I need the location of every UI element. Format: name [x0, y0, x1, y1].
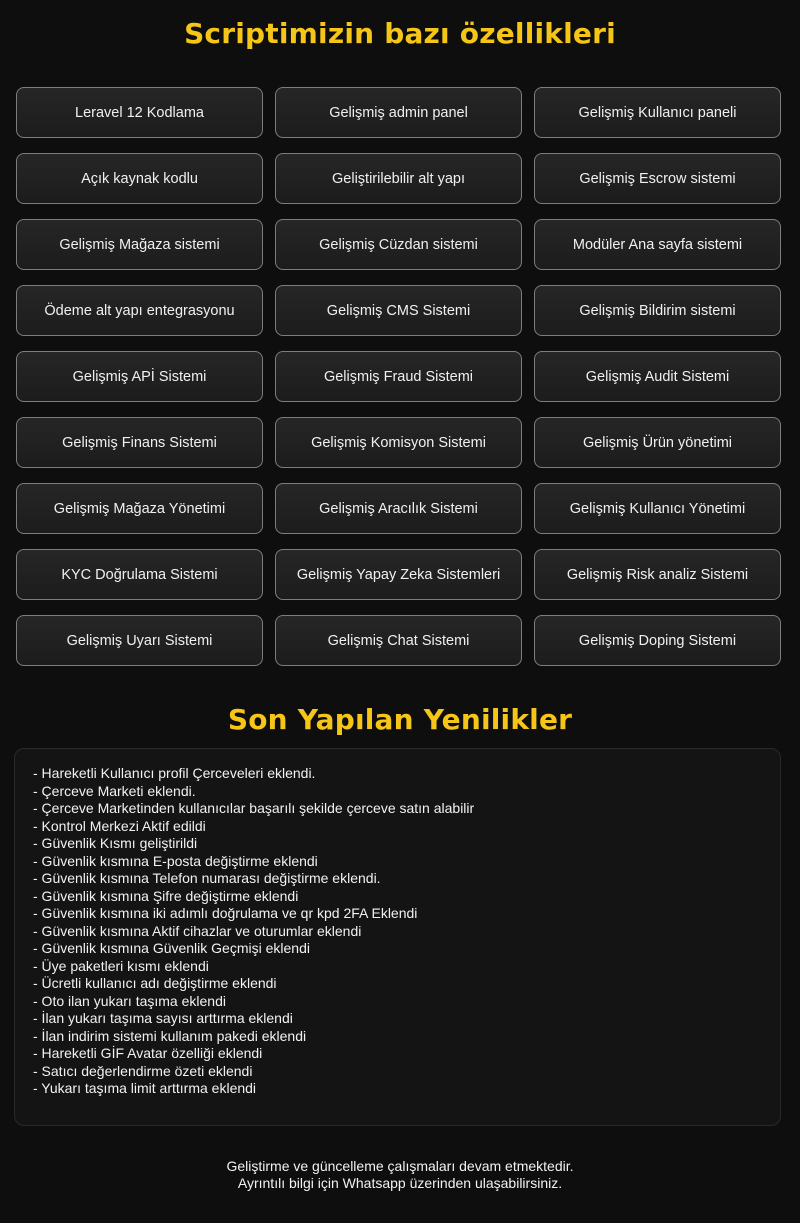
update-item: - Güvenlik kısmına Güvenlik Geçmişi eklendi — [33, 940, 310, 956]
feature-card: Leravel 12 Kodlama — [16, 87, 263, 138]
feature-card: Modüler Ana sayfa sistemi — [534, 219, 781, 270]
feature-card: Geliştirilebilir alt yapı — [275, 153, 522, 204]
update-item: - Güvenlik kısmına Aktif cihazlar ve oturumlar eklendi — [33, 922, 362, 939]
feature-card: Gelişmiş Cüzdan sistemi — [275, 219, 522, 270]
feature-card: Gelişmiş Aracılık Sistemi — [275, 483, 522, 534]
update-item: - İlan yukarı taşıma sayısı arttırma eklendi — [33, 1010, 293, 1026]
update-item: - Hareketli GİF Avatar özelliği eklendi — [33, 1045, 263, 1061]
update-item: - Satıcı değerlendirme özeti eklendi — [33, 1062, 253, 1079]
feature-card: Gelişmiş Yapay Zeka Sistemleri — [275, 549, 522, 600]
update-item: - Kontrol Merkezi Aktif edildi — [33, 817, 206, 834]
update-item: - Çerceve Marketinden kullanıcılar başarılı şekilde çerceve satın alabilir — [33, 800, 475, 816]
update-item: - Güvenlik kısmına Telefon numarası değiştirme eklendi. — [33, 870, 381, 886]
feature-card: Gelişmiş Audit Sistemi — [534, 351, 781, 402]
update-item: - İlan indirim sistemi kullanım pakedi eklendi — [33, 1027, 307, 1044]
feature-card: Gelişmiş APİ Sistemi — [16, 351, 263, 402]
updates-list — [33, 765, 762, 1098]
feature-card: Gelişmiş Mağaza Yönetimi — [16, 483, 263, 534]
feature-card: Açık kaynak kodlu — [16, 153, 263, 204]
feature-card: Gelişmiş Fraud Sistemi — [275, 351, 522, 402]
footer-line-2: Ayrıntılı bilgi için Whatsapp üzerinden ulaşabilirsiniz. — [237, 1175, 563, 1191]
feature-card: Gelişmiş Kullanıcı Yönetimi — [534, 483, 781, 534]
feature-card: Gelişmiş admin panel — [275, 87, 522, 138]
update-item: - Çerceve Marketi eklendi. — [33, 782, 196, 799]
footer-note — [0, 1158, 800, 1192]
feature-card: Gelişmiş Bildirim sistemi — [534, 285, 781, 336]
update-item: - Yukarı taşıma limit arttırma eklendi — [33, 1080, 257, 1096]
update-item: - Güvenlik kısmına E-posta değiştirme eklendi — [33, 852, 318, 869]
feature-card: Gelişmiş Kullanıcı paneli — [534, 87, 781, 138]
feature-card: KYC Doğrulama Sistemi — [16, 549, 263, 600]
update-item: - Ücretli kullanıcı adı değiştirme eklendi — [33, 975, 277, 991]
update-item: - Güvenlik kısmına iki adımlı doğrulama ve qr kpd 2FA Eklendi — [33, 905, 418, 921]
update-item: - Üye paketleri kısmı eklendi — [33, 957, 209, 974]
update-item: - Hareketli Kullanıcı profil Çerceveleri eklendi. — [33, 765, 316, 781]
feature-card: Gelişmiş Risk analiz Sistemi — [534, 549, 781, 600]
feature-card: Gelişmiş Uyarı Sistemi — [16, 615, 263, 666]
feature-card: Gelişmiş Ürün yönetimi — [534, 417, 781, 468]
feature-card: Gelişmiş Finans Sistemi — [16, 417, 263, 468]
update-item: - Oto ilan yukarı taşıma eklendi — [33, 992, 226, 1009]
feature-card: Gelişmiş Komisyon Sistemi — [275, 417, 522, 468]
updates-panel — [14, 748, 781, 1126]
updates-title: Son Yapılan Yenilikler — [227, 703, 573, 736]
feature-card: Gelişmiş Mağaza sistemi — [16, 219, 263, 270]
feature-card: Gelişmiş Escrow sistemi — [534, 153, 781, 204]
update-item: - Güvenlik kısmına Şifre değiştirme eklendi — [33, 887, 299, 904]
features-title: Scriptimizin bazı özellikleri — [184, 17, 616, 50]
feature-card: Gelişmiş CMS Sistemi — [275, 285, 522, 336]
feature-card: Gelişmiş Doping Sistemi — [534, 615, 781, 666]
feature-card: Ödeme alt yapı entegrasyonu — [16, 285, 263, 336]
feature-card: Gelişmiş Chat Sistemi — [275, 615, 522, 666]
footer-line-1: Geliştirme ve güncelleme çalışmaları devam etmektedir. — [226, 1158, 574, 1174]
update-item: - Güvenlik Kısmı geliştirildi — [33, 835, 198, 851]
features-grid — [16, 87, 782, 666]
